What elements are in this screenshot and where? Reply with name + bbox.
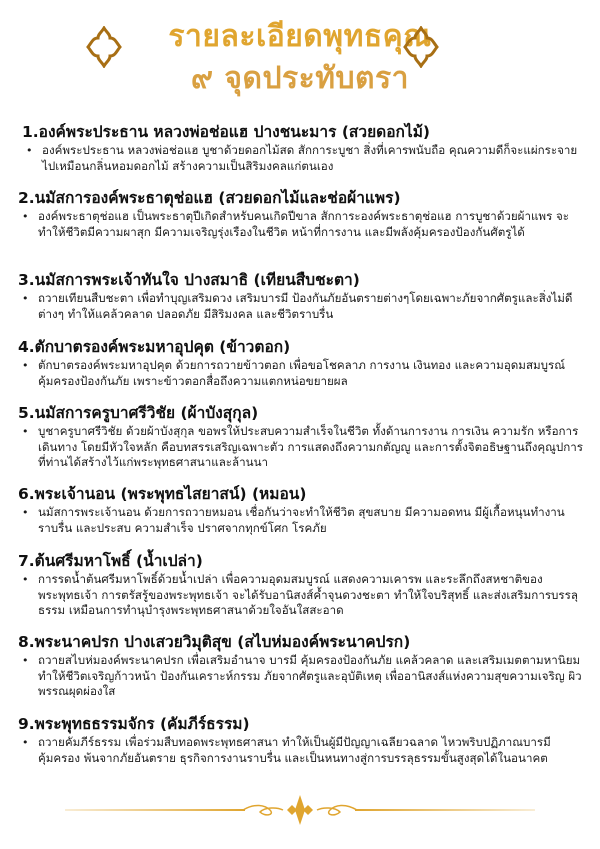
- item-text: องค์พระประธาน หลวงพ่อช่อแฮ บูชาด้วยดอกไม้สด สักการะบูชา สิ่งที่เคารพนับถือ คุณความดีก็จะแผ่กระจายไปเหมือนกลิ่นหอมดอกไม้ สร้างความเป็นสิริมงคลแก่ตนเอง: [42, 143, 578, 173]
- section-8: [18, 632, 583, 700]
- section-3: [18, 270, 578, 322]
- page-header: [0, 0, 600, 120]
- list-item: [18, 209, 578, 240]
- section-1: [22, 122, 582, 174]
- item-text: ถวายคัมภีร์ธรรม เพื่อร่วมสืบทอดพระพุทธศาสนา ทำให้เป็นผู้มีปัญญาเฉลียวฉลาด ไหวพริบปฏิภาณบารมีคุ้มครอง พ้นจากภัยอันตราย ธุรกิจการงานราบรื่น และเป็นหนทางสู่การบรรลุธรรมขั้นสูงสุดได้ในอนาคต: [38, 735, 551, 765]
- bullet-icon: •: [22, 506, 29, 519]
- page-title-line-1: รายละเอียดพุทธคุณ: [168, 19, 432, 54]
- section-title: 4.ตักบาตรองค์พระมหาอุปคุต (ข้าวตอก): [18, 338, 291, 356]
- list-item: [18, 735, 578, 766]
- item-text: นมัสการพระเจ้านอน ด้วยการถวายหมอน เชื่อกันว่าจะทำให้ชีวิต สุขสบาย มีความอดทน มีผู้เกื้อหนุนทำงานราบรื่น และประสบ ความสำเร็จ ปราศจากทุกข์โศก โรคภัย: [38, 505, 565, 535]
- list-item: [18, 572, 578, 619]
- item-text: องค์พระธาตุช่อแฮ เป็นพระธาตุปีเกิดสำหรับคนเกิดปีขาล สักการะองค์พระธาตุช่อแฮ การบูชาด้วยผ้าแพร จะทำให้ชีวิตมีความผาสุก มีความเจริญรุ่งเรืองในชีวิต หน้าที่การงาน และมีพลังคุ้มครองป้องกันศัตรูได้: [38, 209, 569, 239]
- section-6: [18, 484, 578, 536]
- list-item: [22, 143, 582, 174]
- section-title: 3.นมัสการพระเจ้าทันใจ ปางสมาธิ (เทียนสืบชะตา): [18, 271, 360, 289]
- section-7: [18, 551, 578, 619]
- item-text: การรดน้ำต้นศรีมหาโพธิ์ด้วยน้ำเปล่า เพื่อความอุดมสมบูรณ์ แสดงความเคารพ และระลึกถึงสหชาติของพระพุทธเจ้า การตรัสรู้ของพระพุทธเจ้า จะได้รับอานิสงส์ค้ำจุนดวงชะตา ทำให้ใจบริสุทธิ์ และส่งเสริมการบรรลุธรรม เหมือนการทำนุบำรุงพระพุทธศาสนาด้วยใจอันใสสะอาด: [38, 572, 578, 617]
- bullet-icon: •: [22, 736, 29, 749]
- section-2: [18, 188, 578, 240]
- gold-divider-flourish-icon: [65, 793, 535, 829]
- page-title-line-2: ๙ จุดประทับตรา: [190, 61, 409, 96]
- bullet-icon: •: [22, 654, 29, 667]
- section-title: 9.พระพุทธธรรมจักร (คัมภีร์ธรรม): [18, 715, 250, 733]
- list-item: [18, 358, 578, 389]
- list-item: [18, 291, 578, 322]
- section-title: 7.ต้นศรีมหาโพธิ์ (น้ำเปล่า): [18, 552, 203, 570]
- item-text: ถวายสไบห่มองค์พระนาคปรก เพื่อเสริมอำนาจ บารมี คุ้มครองป้องกันภัย แคล้วคลาด และเสริมเมตตามหานิยม ทำให้ชีวิตเจริญก้าวหน้า ป้องกันเคราะห์กรรม ภัยจากศัตรูและอุบัติเหตุ เพื่ออานิสงส์แห่งความสุขความเจริญ ผิวพรรณผุดผ่องใส: [38, 653, 582, 698]
- section-4: [18, 337, 578, 389]
- section-title: 8.พระนาคปรก ปางเสวยวิมุติสุข (สไบห่มองค์พระนาคปรก): [18, 633, 411, 651]
- list-item: [18, 505, 578, 536]
- section-9: [18, 714, 578, 766]
- list-item: [18, 653, 583, 700]
- section-title: 5.นมัสการครูบาศรีวิชัย (ผ้าบังสุกุล): [18, 404, 259, 422]
- section-5: [18, 403, 583, 471]
- bullet-icon: •: [22, 359, 29, 372]
- item-text: ถวายเทียนสืบชะตา เพื่อทำบุญเสริมดวง เสริมบารมี ป้องกันภัยอันตรายต่างๆโดยเฉพาะภัยจากศัตรูและสิ่งไม่ดีต่างๆ ทำให้แคล้วคลาด ปลอดภัย มีสิริมงคล และชีวิตราบรื่น: [38, 291, 573, 321]
- item-text: บูชาครูบาศรีวิชัย ด้วยผ้าบังสุกุล ขอพรให้ประสบความสำเร็จในชีวิต ทั้งด้านการงาน การเงิน ความรัก หรือการเดินทาง โดยมีหัวใจหลัก คือบทสรรเสริญเฉพาะตัว การแสดงถึงความกตัญญู และการตั้งจิตอธิษฐานถึงคุณูปการที่ท่านได้สร้างไว้แก่พระพุทธศาสนาและล้านนา: [38, 424, 584, 469]
- section-title: 1.องค์พระประธาน หลวงพ่อช่อแฮ ปางชนะมาร (สวยดอกไม้): [22, 123, 431, 141]
- section-title: 2.นมัสการองค์พระธาตุช่อแฮ (สวยดอกไม้และช่อผ้าแพร): [18, 189, 401, 207]
- list-item: [18, 424, 583, 471]
- bullet-icon: •: [22, 210, 29, 223]
- bullet-icon: •: [22, 292, 29, 305]
- section-title: 6.พระเจ้านอน (พระพุทธไสยาสน์) (หมอน): [18, 485, 307, 503]
- bullet-icon: •: [26, 144, 33, 157]
- bullet-icon: •: [22, 425, 29, 438]
- thai-flower-ornament-icon: [403, 26, 439, 68]
- item-text: ตักบาตรองค์พระมหาอุปคุต ด้วยการถวายข้าวตอก เพื่อขอโชคลาภ การงาน เงินทอง และความอุดมสมบูรณ์ คุ้มครองป้องกันภัย เพราะข้าวตอกสื่อถึงความแตกหน่อขยายผล: [38, 358, 566, 388]
- bullet-icon: •: [22, 573, 29, 586]
